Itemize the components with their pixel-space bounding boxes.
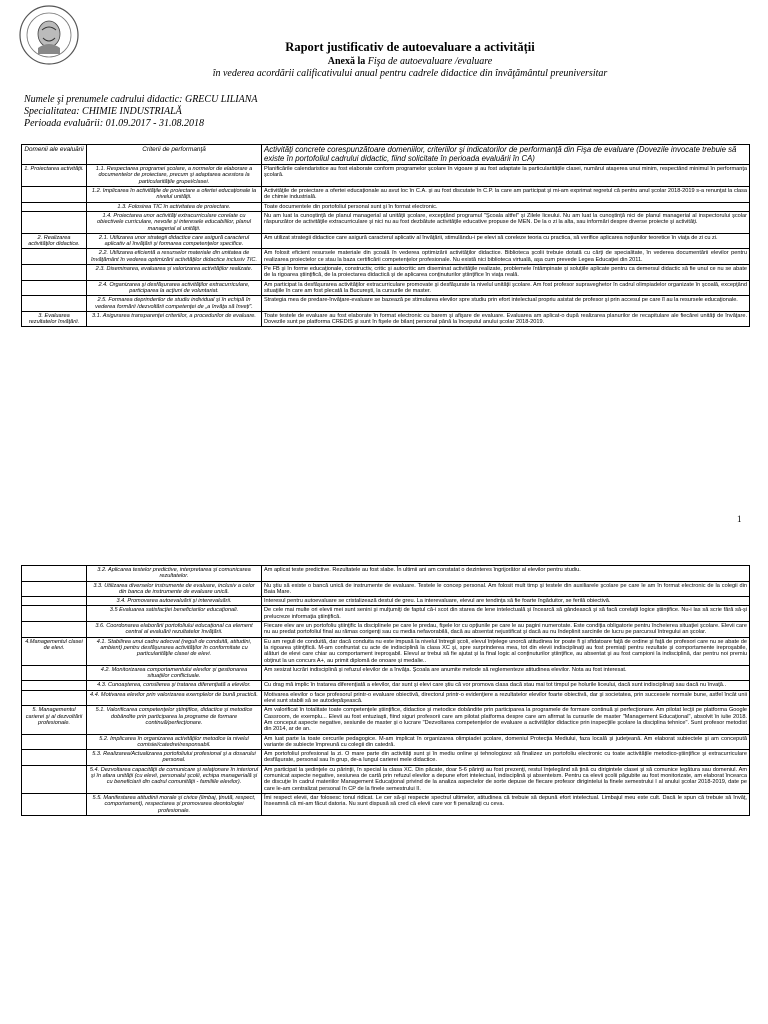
cell-activity: Planificările calendaristice au fost elaborate conform programelor şcolare în vigoare şi au fost adaptate la particularităţile clasei, numărul ataşerea unui minim, respectând minimul în performanţa şcolară. bbox=[262, 165, 750, 187]
cell-activity: Am utilizat strategii didactice care asigură caracterul aplicativ al învăţării, stimulându-i pe elevi să coreleze teoria cu practica, să verifice aplicarea noţiunilor teoretice în viaţa de zi cu zi. bbox=[262, 233, 750, 249]
cell-domain bbox=[22, 249, 87, 265]
cell-domain bbox=[22, 187, 87, 203]
cell-criterion: 2.4. Organizarea şi desfăşurarea activităţilor extracurriculare, participarea la acţiuni de voluntariat. bbox=[87, 280, 262, 296]
annex-label: Anexă la bbox=[327, 56, 366, 67]
table-row bbox=[22, 637, 750, 665]
report-subtitle: în vederea acordării calificativului anual pentru cadrele didactice din învăţământul preuniversitar bbox=[212, 68, 608, 79]
cell-domain bbox=[22, 296, 87, 312]
cell-domain bbox=[22, 566, 87, 582]
table-row bbox=[22, 249, 750, 265]
cell-domain bbox=[22, 597, 87, 606]
cell-activity: Îmi respect elevii, dar folosesc tonul ridicat. Le cer să-şi respecte spectrul ultimelor, atitudinea că trebuie să depună efort intelectual. Limbajul meu este cult. Dacă le spun că trebuie să învăţ, înseamnă că mi-am făcut datoria. Nu sunt dispusă să cred că elevii care vor fi penalizaţi cu ceva. bbox=[262, 793, 750, 815]
table-row bbox=[22, 681, 750, 690]
table-row bbox=[22, 211, 750, 233]
teacher-specialty-line: Specialitatea: CHIMIE INDUSTRIALĂ bbox=[24, 106, 182, 117]
cell-criterion: 2.3. Diseminarea, evaluarea şi valorizarea activităţilor realizate. bbox=[87, 265, 262, 281]
cell-domain bbox=[22, 265, 87, 281]
cell-domain bbox=[22, 606, 87, 622]
cell-domain bbox=[22, 734, 87, 750]
table-row bbox=[22, 202, 750, 211]
table-row bbox=[22, 187, 750, 203]
cell-criterion: 1.3. Folosirea TIC în activitatea de proiectare. bbox=[87, 202, 262, 211]
table-row bbox=[22, 597, 750, 606]
cell-domain bbox=[22, 665, 87, 681]
cell-activity: Toate documentele din portofoliul personal sunt şi în format electronic. bbox=[262, 202, 750, 211]
cell-domain: 3. Evaluarea rezultatelor învăţării. bbox=[22, 311, 87, 327]
table-row bbox=[22, 793, 750, 815]
cell-criterion: 4.3. Cunoaşterea, consilierea şi tratarea diferenţiată a elevilor. bbox=[87, 681, 262, 690]
cell-domain: 1. Proiectarea activităţii. bbox=[22, 165, 87, 187]
cell-activity: De cele mai multe ori elevii mei sunt senini şi mulţumiţi de faptul că-i scot din starea de lene intelectuală şi încearcă să gândească şi să facă corelaţii logice ştiinţifice. Nu-i las să scrie fără să-şi prelucreze informaţia ştiinţifică. bbox=[262, 606, 750, 622]
evaluation-period-line: Perioada evaluării: 01.09.2017 - 31.08.2018 bbox=[24, 118, 204, 129]
cell-activity: Am sesizat lucrări indisciplină şi refuzul elevilor de a învăţa. Şcoala are anumite metode să reglementeze atitudinea elevilor. Nota au fost interesat. bbox=[262, 665, 750, 681]
cell-criterion: 1.1. Respectarea programei şcolare, a normelor de elaborare a documentelor de proiectare, precum şi adaptarea acestora la particularităţile grupei/clasei. bbox=[87, 165, 262, 187]
table-row bbox=[22, 606, 750, 622]
cell-domain bbox=[22, 690, 87, 706]
cell-criterion: 2.5. Formarea deprinderilor de studiu individual şi în echipă în vederea formării /dezvoltării competenţei de „a învăţa să înveţi”. bbox=[87, 296, 262, 312]
table-row bbox=[22, 280, 750, 296]
cell-criterion: 4.1. Stabilirea unui cadru adecvat (reguli de conduită, atitudini, ambient) pentru desfăşurarea activităţilor în conformitate cu particularităţile clasei de elevi. bbox=[87, 637, 262, 665]
cell-criterion: 5.3. Realizarea/Actualizarea portofoliului profesional şi a dosarului personal. bbox=[87, 750, 262, 766]
table-row bbox=[22, 165, 750, 187]
cell-criterion: 2.1. Utilizarea unor strategii didactice care asigură caracterul aplicativ al învăţării şi formarea competenţelor specifice. bbox=[87, 233, 262, 249]
cell-criterion: 3.1. Asigurarea transparenţei criteriilor, a procedurilor de evaluare. bbox=[87, 311, 262, 327]
table-row bbox=[22, 706, 750, 734]
cell-criterion: 3.3. Utilizarea diverselor instrumente de evaluare, inclusiv a celor din banca de instrumente de evaluare unică. bbox=[87, 581, 262, 597]
cell-activity: Activităţile de proiectare a ofertei educaţionale au avut loc în C.A. şi au fost discutate în C.P. la care am participat şi mi-am exprimat regretul că pentru anul şcolar 2018-2019 s-a renunţat la clasa de chimie industrială. bbox=[262, 187, 750, 203]
evaluation-table-page-1 bbox=[21, 144, 750, 327]
cell-activity: Am aplicat teste predictive. Rezultatele au fost slabe. În ultimii ani am constatat o dezinteres îngrijorător al elevilor pentru studiu. bbox=[262, 566, 750, 582]
table-header-row bbox=[22, 145, 750, 165]
cell-activity: Nu am luat la cunoştinţă de planul managerial al unităţii şcolare, excepţând programul "Şcoala altfel" şi Zilele liceului. Nu am luat la cunoştinţă nici de planul managerial al inspectorului şcolar răspunzător de activităţile extracurriculare şi nici nu au fost dezbătute activităţile educative propuse de MEN. De la o zi la alta, sau informări despre diverse proiecte şi activităţi. bbox=[262, 211, 750, 233]
cell-activity: Motivarea elevilor o face profesorul printr-o evaluare obiectivă, directorul printr-o evidenţiere a rezultatelor elevilor foarte obiectivă, dar şi societatea, prin succesele normale bune, astfel încât unii elevi sunt stabili să se autodepăşească. bbox=[262, 690, 750, 706]
cell-domain bbox=[22, 202, 87, 211]
cell-criterion: 1.2. Implicarea în activităţile de proiectare a ofertei educaţionale la nivelul unităţii. bbox=[87, 187, 262, 203]
cell-activity: Fiecare elev are un portofoliu ştiinţific la disciplinele pe care le predau, fişele lor cu opţiunile pe care le au pagini numerotate. Este condiţia obligatorie pentru încheierea situaţiei şcolare. Elevii care nu au predat portofoliul final au rămas corigenţi sau cu media nefavorabilă, dacă au absentat nejustificat şi dacă au nu îndeplinit sarcinile de lucru pe parcursul întregului an şcolar. bbox=[262, 622, 750, 638]
cell-criterion: 3.6. Coordonarea elaborării portofoliului educaţional ca element central al evaluării rezultatelor învăţării. bbox=[87, 622, 262, 638]
cell-criterion: 5.4. Dezvoltarea capacităţii de comunicare şi relaţionare în interiorul şi în afara unităţii (cu elevii, personalul şcolii, echipa managerială şi cu beneficiarii din cadrul comunităţii - familiile elevilor). bbox=[87, 765, 262, 793]
cell-criterion: 3.2. Aplicarea testelor predictive, interpretarea şi comunicarea rezultatelor. bbox=[87, 566, 262, 582]
table-row bbox=[22, 690, 750, 706]
header-activities: Activităţi concrete corespunzătoare domeniilor, criteriilor şi indicatorilor de performanţă din Fişa de evaluare (Dovezile invocate trebuie să existe în portofoliul cadrului didactic, fiind solicitate în perioada evaluării în CA) bbox=[262, 145, 750, 165]
cell-activity: Interesul pentru autoevaluare se cristalizează destul de greu. La interevaluare, elevul are tendinţa să fie foarte îngăduitor, se ferilă obiectivă. bbox=[262, 597, 750, 606]
cell-domain bbox=[22, 750, 87, 766]
table-row bbox=[22, 665, 750, 681]
cell-domain bbox=[22, 793, 87, 815]
table-row bbox=[22, 566, 750, 582]
table-row bbox=[22, 750, 750, 766]
cell-criterion: 5.2. Implicarea în organizarea activităţilor metodice la nivelul comisiei/catedrei/responsabil. bbox=[87, 734, 262, 750]
cell-criterion: 3.5 Evaluarea satisfacţiei beneficiarilor educaţionali. bbox=[87, 606, 262, 622]
table-row bbox=[22, 233, 750, 249]
cell-activity: Am participat la şedinţele cu părinţii, în special la clasa XC. Din păcate, doar 5-6 părinţi au fost prezenţi, restul înţelegând să ţină cu dirigintele clasei şi să comunice legătura sau domeniul. Am comunicat aspecte negative, sesiunea de cartă prin refuzul elevilor a depune efort intelectual, indisciplină şi absenteism. Pentru ca elevii şcolii păgubite au fost monitorizate, am elaborat încearca de discuţie în cadrul materiilor Management Educaţional privind de la analiza aspectelor de sorte depuse de fiecare profesor dirigintelui la finele semestrului I al anului şcolar 2018-2019, date pe care le-am centralizat personal în CP de la finele semestrului II. bbox=[262, 765, 750, 793]
header-domain: Domenii ale evaluării bbox=[22, 145, 87, 165]
cell-domain: 5. Managementul carierei şi al dezvoltării profesionale. bbox=[22, 706, 87, 734]
table-row bbox=[22, 265, 750, 281]
table-row bbox=[22, 296, 750, 312]
cell-activity: Am participat la desfăşurarea activităţilor extracurriculare promovate şi desfăşurate la nivelul unităţii şcolare. Am fost profesor supraveghetor în cadrul olimpiadelor organizate în şcoală, excepţând situaţiile în care am fost plecată la Bucureşti, la cursurile de master. bbox=[262, 280, 750, 296]
cell-activity: Am valorificat în totalitate toate competenţele ştiinţifice, didactice şi metodice dobândite prin participarea la programele de formare continuă şi perfecţionare. Am pilotat lecţii pe platforma Google Cassroom, de exemplu... Elevii au fost entuziaşti, fiind siguri profesorii care am pilotat platforma despre care am afirmat la cursurile de master "Management Educaţional", absolvit în iulie 2018. Am conceput aspecte negative, sesiunile de master şi o lucrare "Dezvoltarea competenţelor de evaluare a activităţilor didactice prin inspecţiile şcolare la disciplina tehnice". Sunt profesor metodist din 2014, ar de an. bbox=[262, 706, 750, 734]
cell-criterion: 1.4. Proiectarea unor activităţi extracurriculare corelate cu obiectivele curriculare, nevoile şi interesele educabililor, planul managerial al unităţii. bbox=[87, 211, 262, 233]
cell-criterion: 4.2. Monitorizarea comportamentului elevilor şi gestionarea situaţiilor conflictuale. bbox=[87, 665, 262, 681]
table-row bbox=[22, 734, 750, 750]
cell-domain: 2. Realizarea activităţilor didactice. bbox=[22, 233, 87, 249]
cell-domain bbox=[22, 211, 87, 233]
cell-activity: Cu drag mă implic în tratarea diferenţiată a elevilor, dar sunt şi elevi care ştiu că vor promova clasa dacă stau mai tot timpul pe holurile liceului, dacă sunt indisciplinaţi sau dacă nu învaţă.. bbox=[262, 681, 750, 690]
cell-activity: Eu am reguli de conduită, dar dacă conduita nu este impusă la nivelul întregii şcoli, elevul înţelege unorcă atitudinea lor poate fi şi sfidatoare faţă de ordine şi faţă de profesori care nu se abate de la rigoarea ştiinţifică. M-am confruntat cu acte de indisciplină la clasa XC şi, spre surprinderea mea, tot din elevii indisciplinaţi au fost premiaţi pentru rezultate şi comportamente ireproşabile, alături de elevi care chiar au comportament ireproşabil. Elevul ar trebui să fie ajutat şi la final logic al conţinuturilor ştiinţifice, au absentat şi au fost campioni la indisciplină, dar pentru noi premiu obţinut la un concurs A+, au primit diplomă de onoare şi medalie.. bbox=[262, 637, 750, 665]
cell-criterion: 5.5. Manifestarea atitudinii morale şi civice (limbaj, ţinută, respect, comportament), respectarea şi promovarea deontologiei profesionale. bbox=[87, 793, 262, 815]
cell-activity: Am folosit eficient resursele materiale din şcoală în vederea optimizării activităţilor didactice. Biblioteca şcolii trebuie dotată cu cărţi de specialitate, în vederea documentării elevilor pentru realizarea proiectelor ce stau la baza certificării competenţelor profesionale. Nu există nici biblioteca virtuală, aşa cum prevede Legea Educaţiei din 2011. bbox=[262, 249, 750, 265]
table-row bbox=[22, 765, 750, 793]
table-row bbox=[22, 622, 750, 638]
header-criteria: Criterii de performanţă bbox=[87, 145, 262, 165]
report-title: Raport justificativ de autoevaluare a activității bbox=[285, 40, 535, 54]
cell-activity: Pe FB şi în forme educaţionale, constructiv, critic şi autocritic am diseminat activităţile realizate, problemele întâmpinate şi soluţiile aplicate pentru ca demersul didactic să fie unul ce nu se abate de la rigoarea ştiinţifică, de la proiectarea didactică şi de aplicarea conţinuturilor ştiinţifice în viaţa reală. bbox=[262, 265, 750, 281]
cell-activity: Am portofoliul profesional la zi. O mare parte din activităţi sunt şi în mediu online şi tehnologizez să finalizez un portofoliu electronic cu toate activităţile metodico-ştiinţifice şi extracurriculare desfăşurate, personal sau în grup, de-a lungul carierei mele didactice. bbox=[262, 750, 750, 766]
cell-domain bbox=[22, 280, 87, 296]
cell-domain: 4.Managementul clasei de elevi. bbox=[22, 637, 87, 665]
teacher-name-line: Numele şi prenumele cadrului didactic: GRECU LILIANA bbox=[24, 94, 258, 105]
report-annex-line bbox=[80, 56, 740, 67]
cell-domain bbox=[22, 581, 87, 597]
cell-activity: Nu ştiu să existe o bancă unică de instrumente de evaluare. Testele le concep personal. Am folosit mult timp şi testele din auxiliarele şcolare pe care le am în format electronic de la colegii din Baia Mare. bbox=[262, 581, 750, 597]
cell-criterion: 4.4. Motivarea elevilor prin valorizarea exemplelor de bună practică. bbox=[87, 690, 262, 706]
cell-criterion: 2.2. Utilizarea eficientă a resurselor materiale din unitatea de învăţământ în vederea optimizării activităţilor didactice inclusiv TIC. bbox=[87, 249, 262, 265]
annex-text: Fişa de autoevaluare /evaluare bbox=[365, 56, 493, 67]
school-seal-logo bbox=[18, 4, 80, 66]
cell-domain bbox=[22, 765, 87, 793]
cell-criterion: 5.1. Valorificarea competenţelor ştiinţifice, didactice şi metodice dobândite prin participarea la programe de formare continuă/perfecţionare. bbox=[87, 706, 262, 734]
table-row bbox=[22, 581, 750, 597]
cell-criterion: 3.4. Promovarea autoevaluării şi interevaluării. bbox=[87, 597, 262, 606]
evaluation-table-page-2 bbox=[21, 565, 750, 816]
cell-activity: Strategia mea de predare-învăţare-evaluare se bazează pe stimularea elevilor spre studiu prin efort intelectual propriu asistat de profesor şi prin accesul pe care îl au la resursele educaţionale. bbox=[262, 296, 750, 312]
page-number: 1 bbox=[737, 514, 742, 524]
cell-domain bbox=[22, 681, 87, 690]
cell-activity: Toate testele de evaluare au fost elaborate în format electronic cu barem şi afişare de evaluare. Evaluarea am aplicat-o după realizarea planurilor de recapitulare ale fiecărei unităţi de învăţare. Dovezile sunt pe platforma CREDIS şi sunt în fişele de bilanţ personal până la începutul anului şcolar 2018-2019. bbox=[262, 311, 750, 327]
table-row bbox=[22, 311, 750, 327]
cell-activity: Am luat parte la toate cercurile pedagogice. M-am implicat în organizarea olimpiadei şcolare, domeniul Protecţia Mediului, faza locală şi judeţeană. Am elaborat subiectele şi am concepută variante de subiecte împreună cu colegii din catedră. bbox=[262, 734, 750, 750]
cell-domain bbox=[22, 622, 87, 638]
